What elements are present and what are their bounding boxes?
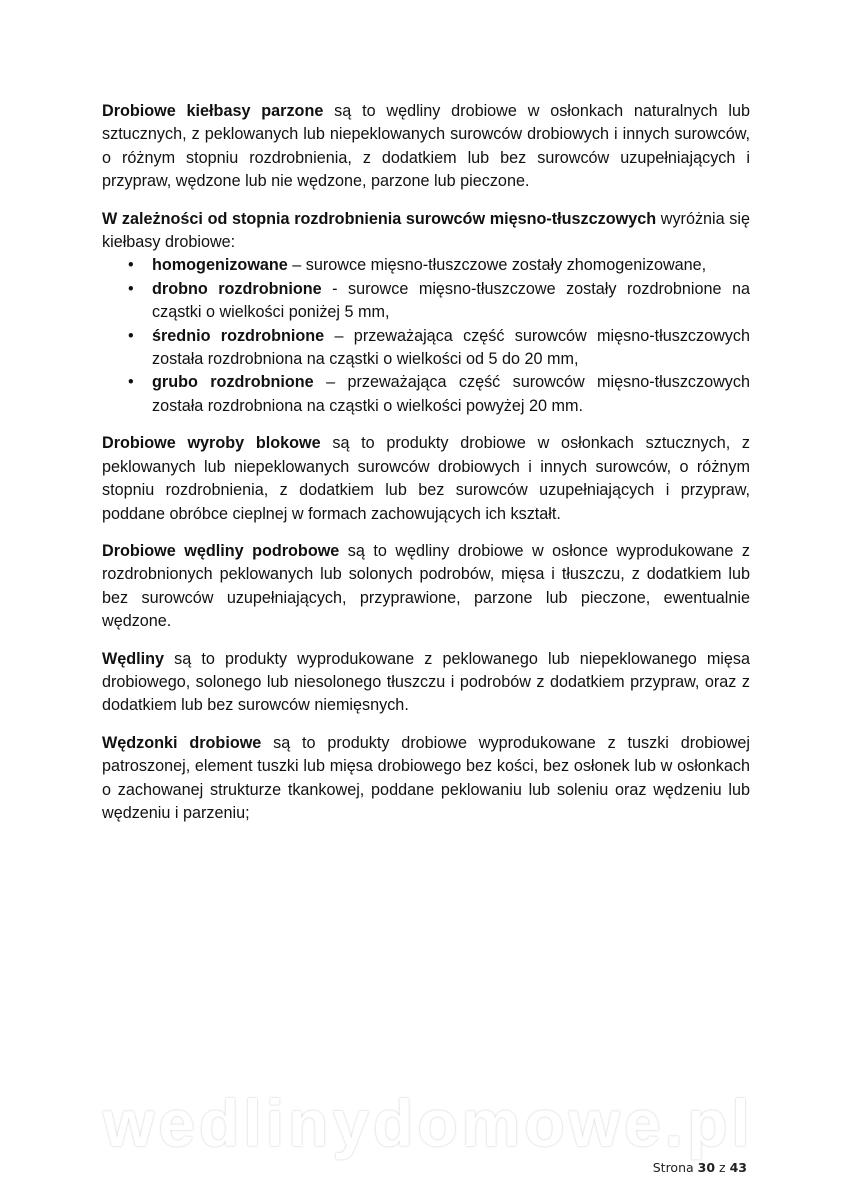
bullet-icon: • [128, 326, 134, 345]
definition-wyroby-blokowe: są to produkty drobiowe w osłonkach sztucznych, z peklowanych lub niepeklowanych surowców drobiowych i innych surowców, o różnym stopniu rozdrobnienia, z dodatkiem lub bez surowców uzupełniających i przypraw, poddane obróbce cieplnej w formach zachowujących ich kształt. [102, 434, 751, 523]
footer-separator: z [719, 1160, 726, 1175]
list-item [102, 278, 750, 325]
paragraph-wyroby-blokowe [102, 432, 750, 526]
list-item-term: homogenizowane [152, 256, 288, 275]
bullet-icon: • [128, 279, 134, 298]
footer-current-page: 30 [697, 1160, 716, 1175]
list-item-text: – przeważająca część surowców mięsno-tłuszczowych została rozdrobniona na cząstki o wielkości od 5 do 20 mm, [152, 326, 750, 369]
list-item-text: – surowce mięsno-tłuszczowe zostały zhomogenizowane, [287, 256, 707, 275]
page-number-footer [653, 1160, 747, 1175]
footer-total-pages: 43 [729, 1160, 747, 1175]
definition-wedzonki-drobiowe: są to produkty drobiowe wyprodukowane z tuszki drobiowej patroszonej, element tuszki lub mięsa drobiowego bez kości, bez osłonek lub w osłonkach o zachowanej strukturze tkankowej, poddane peklowaniu lub soleniu oraz wędzeniu lub wędzeniu i parzeniu; [102, 733, 751, 822]
term-kielbasy-parzone: Drobiowe kiełbasy parzone [102, 102, 324, 120]
intro-stopien-rozdrobnienia: wyróżnia się kiełbasy drobiowe: [102, 209, 750, 252]
paragraph-stopien-rozdrobnienia [102, 208, 750, 255]
document-body [102, 100, 750, 839]
term-stopien-rozdrobnienia: W zależności od stopnia rozdrobnienia surowców mięsno-tłuszczowych [102, 209, 657, 228]
bullet-icon: • [128, 256, 134, 275]
list-item [102, 325, 750, 372]
definition-kielbasy-parzone: są to wędliny drobiowe w osłonkach naturalnych lub sztucznych, z peklowanych lub niepeklowanych surowców drobiowych i innych surowców, o różnym stopniu rozdrobnienia, z dodatkiem lub bez surowców uzupełniających i przypraw, wędzone lub nie wędzone, parzone lub pieczone. [102, 102, 751, 191]
term-wedliny-podrobowe: Drobiowe wędliny podrobowe [102, 541, 340, 560]
list-item [102, 371, 750, 418]
list-item [102, 254, 750, 277]
list-item-term: grubo rozdrobnione [152, 373, 314, 392]
term-wedliny: Wędliny [102, 649, 165, 668]
definition-wedliny: są to produkty wyprodukowane z peklowanego lub niepeklowanego mięsa drobiowego, solonego lub niesolonego tłuszczu i podrobów z dodatkiem przypraw, oraz z dodatkiem lub bez surowców niemięsnych. [102, 649, 750, 715]
footer-prefix: Strona [652, 1160, 694, 1175]
term-wyroby-blokowe: Drobiowe wyroby blokowe [102, 434, 321, 453]
definition-wedliny-podrobowe: są to wędliny drobiowe w osłonce wyprodukowane z rozdrobnionych peklowanych lub solonych podrobów, mięsa i tłuszczu, z dodatkiem lub bez surowców uzupełniających, przyprawione, parzone lub pieczone, ewentualnie wędzone. [102, 541, 750, 631]
list-item-text: – przeważająca część surowców mięsno-tłuszczowych została rozdrobniona na cząstki o wielkości powyżej 20 mm. [152, 373, 750, 415]
list-item-text: - surowce mięsno-tłuszczowe zostały rozdrobnione na cząstki o wielkości poniżej 5 mm, [152, 279, 750, 322]
paragraph-wedliny [102, 648, 750, 718]
bullet-list-rozdrobnienie [102, 254, 750, 418]
paragraph-wedliny-podrobowe [102, 540, 750, 634]
bullet-icon: • [128, 373, 134, 392]
paragraph-kielbasy-parzone [102, 100, 750, 194]
list-item-term: średnio rozdrobnione [152, 326, 325, 345]
watermark: wedlinydomowe.pl [103, 1086, 754, 1160]
term-wedzonki-drobiowe: Wędzonki drobiowe [102, 733, 262, 752]
list-item-term: drobno rozdrobnione [152, 279, 322, 298]
paragraph-wedzonki-drobiowe [102, 732, 750, 826]
